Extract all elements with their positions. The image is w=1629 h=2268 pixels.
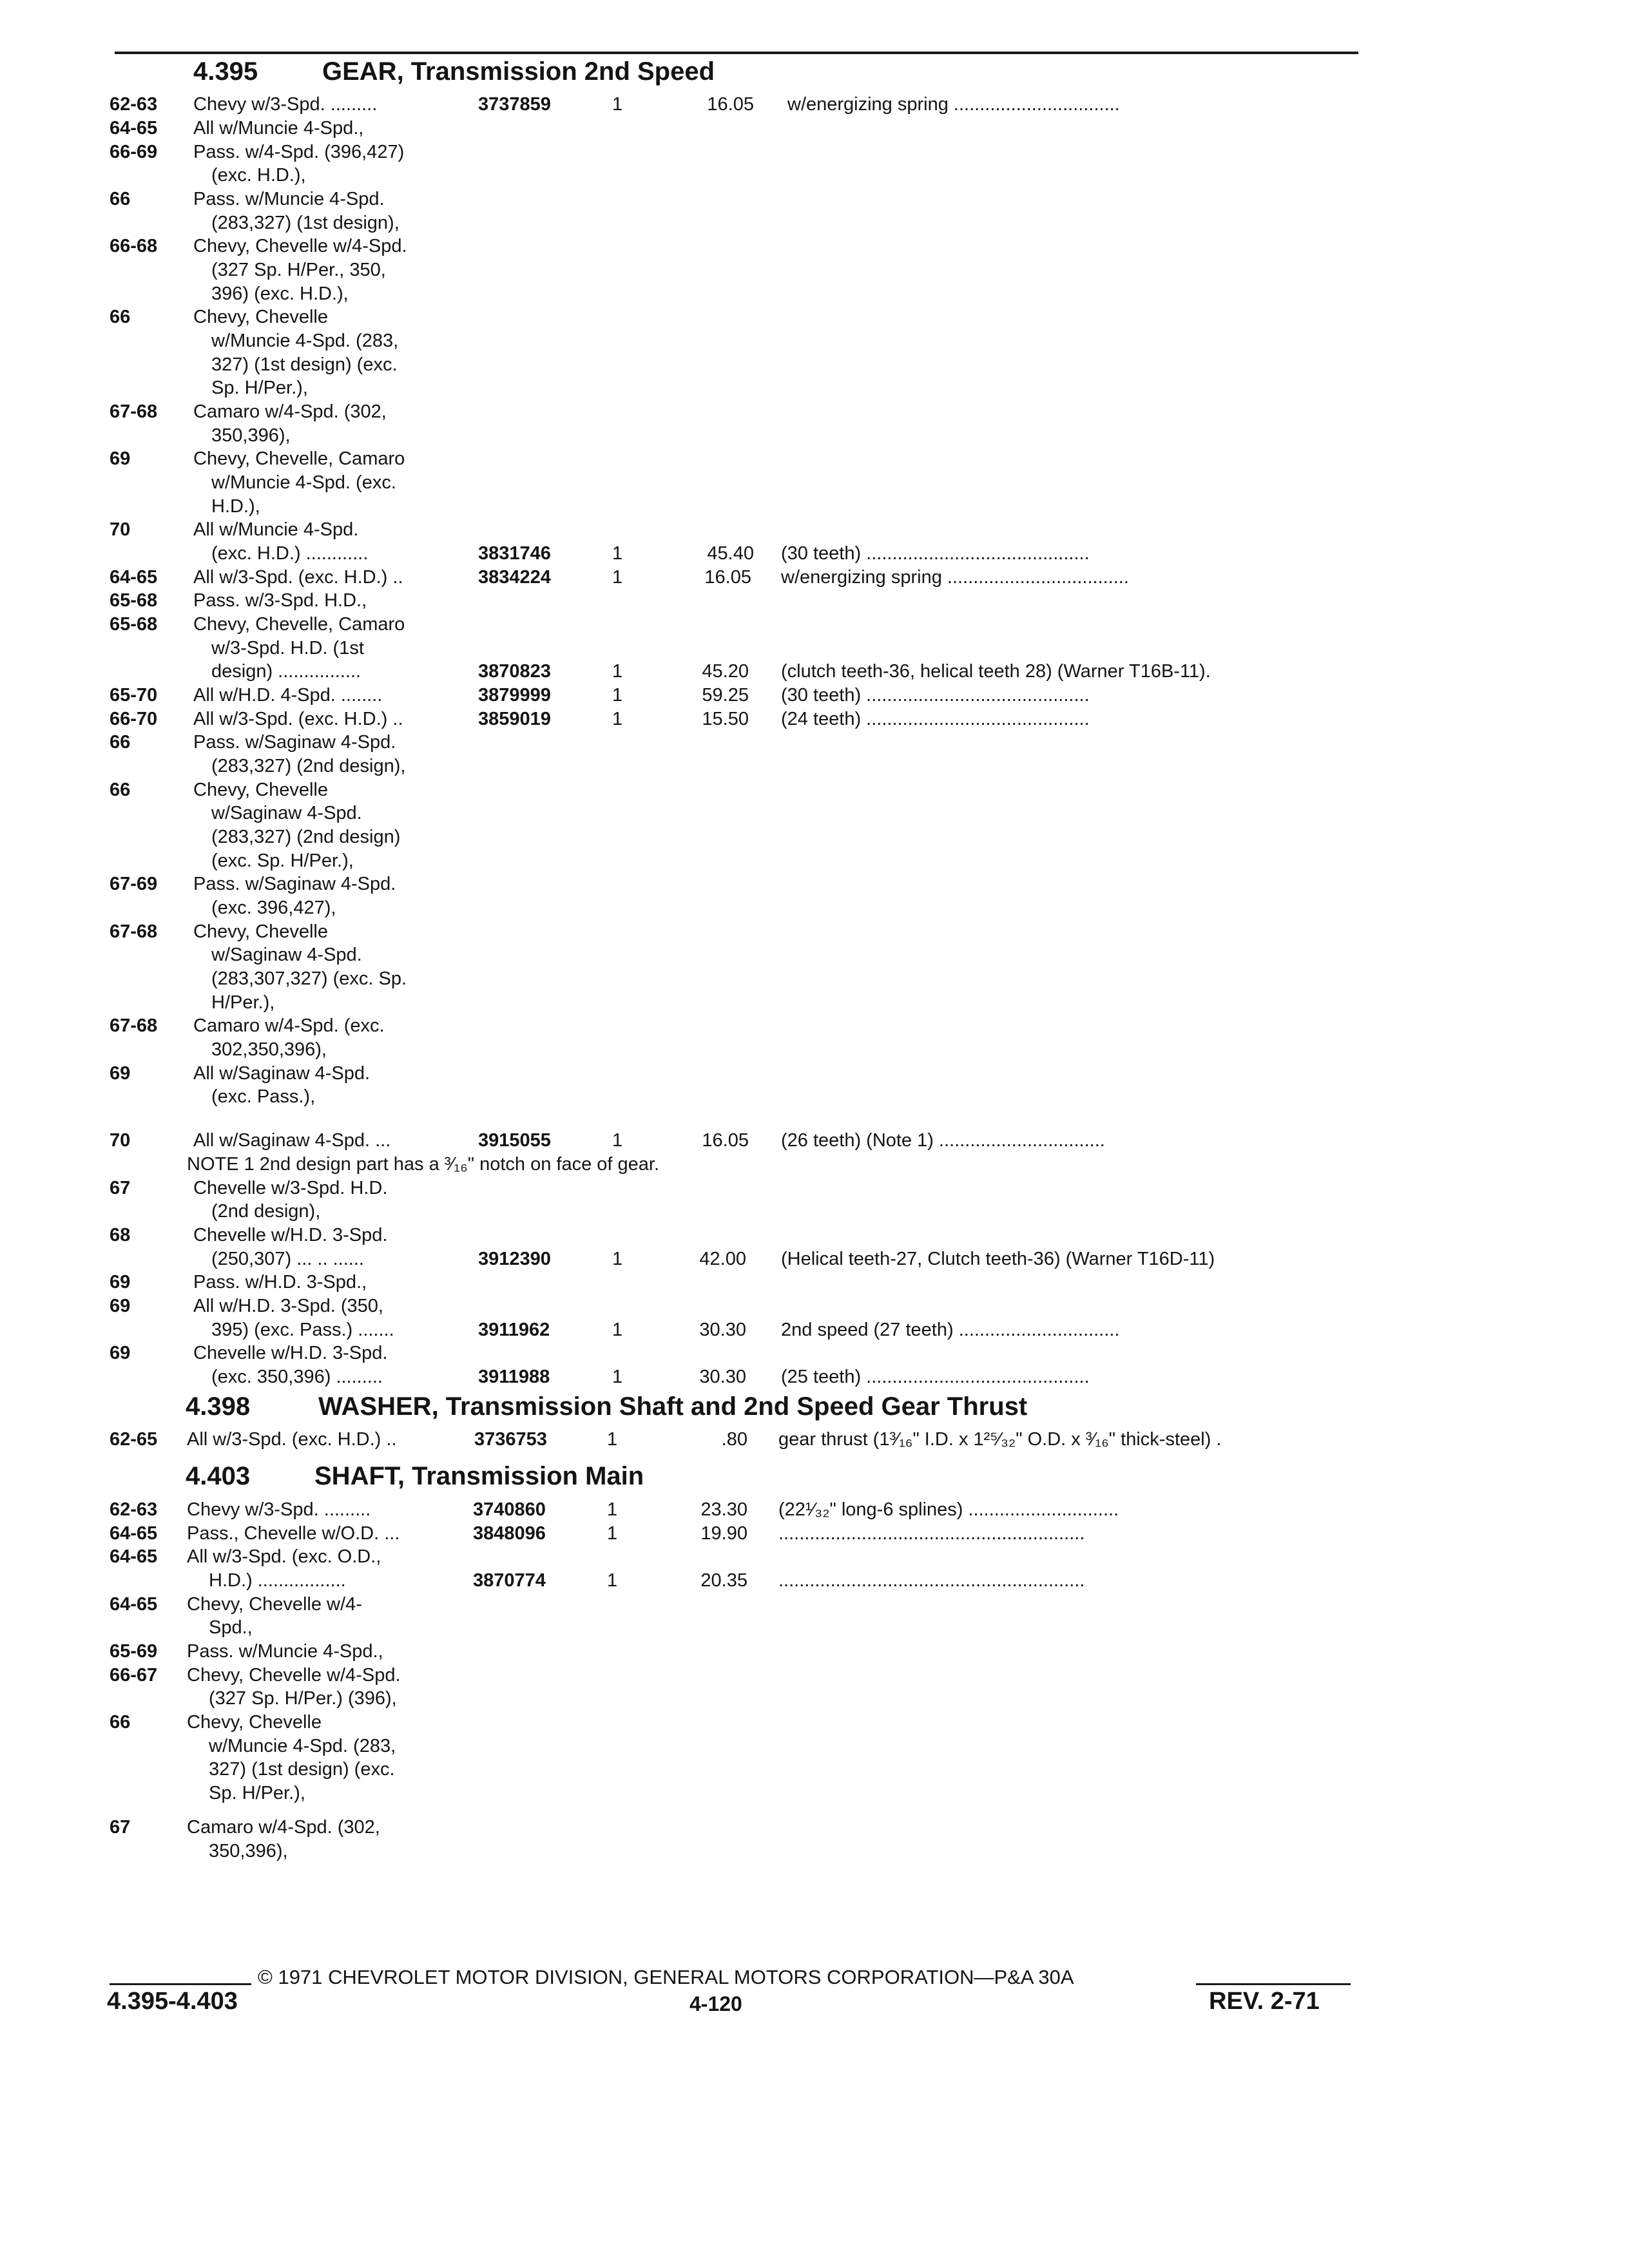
table-row: w/Muncie 4-Spd. (exc. [211,472,396,493]
table-row: 65-70 All w/H.D. 4-Spd. ........ 3879999 1 59.25 (30 teeth) ........................................... [110,685,1090,706]
table-row: 327) (1st design) (exc. [211,354,398,375]
section-title: SHAFT, Transmission Main [314,1462,644,1490]
table-row: w/Saginaw 4-Spd. [211,803,362,823]
table-row: (283,327) (2nd design) [211,827,401,847]
table-row: 68 Chevelle w/H.D. 3-Spd. [110,1225,388,1245]
table-row: 69 All w/H.D. 3-Spd. (350, [110,1296,383,1316]
table-row: 327) (1st design) (exc. [209,1759,395,1780]
table-row: 66 Chevy, Chevelle [110,780,329,800]
table-row: design) ................ 3870823 1 45.20 (clutch teeth-36, helical teeth 28) (Warner T16B-11). [211,661,1211,682]
table-row: 350,396), [209,1841,288,1861]
table-row: 350,396), [211,425,291,446]
table-row: 67-68 Camaro w/4-Spd. (exc. [110,1015,385,1036]
table-row: H.D.) ................. 3870774 1 20.35 ........................................................... [209,1570,1085,1591]
table-row: w/3-Spd. H.D. (1st [211,638,364,658]
table-row: (327 Sp. H/Per., 350, [211,260,386,280]
table-row: 67-69 Pass. w/Saginaw 4-Spd. [110,874,396,894]
footer-rule-right [1196,1983,1351,1985]
footer-rule-left [110,1983,251,1985]
table-row: 69 Chevy, Chevelle, Camaro [110,448,405,469]
table-row: 302,350,396), [211,1039,327,1060]
table-row: (exc. 396,427), [211,898,336,918]
section-title: GEAR, Transmission 2nd Speed [322,57,715,86]
section-4-395-header [193,57,715,86]
table-row: w/Muncie 4-Spd. (283, [209,1736,396,1756]
table-row: 64-65 Pass., Chevelle w/O.D. ... 3848096 1 19.90 ........................................................... [110,1523,1085,1544]
section-range: 4.395-4.403 [107,1988,238,2015]
table-row: (exc. H.D.), [211,165,306,186]
table-row: 67-68 Chevy, Chevelle [110,921,329,942]
table-row: 65-68 Pass. w/3-Spd. H.D., [110,590,367,611]
top-rule [115,52,1358,54]
note-1: NOTE 1 2nd design part has a ³⁄₁₆" notch on face of gear. [187,1154,660,1175]
table-row: 64-65 All w/3-Spd. (exc. O.D., [110,1546,381,1567]
table-row: 69 Chevelle w/H.D. 3-Spd. [110,1343,388,1363]
table-row: 66-67 Chevy, Chevelle w/4-Spd. [110,1665,401,1686]
table-row: 64-65 All w/Muncie 4-Spd., [110,118,364,139]
table-row: Sp. H/Per.), [211,378,308,398]
section-number: 4.395 [193,57,258,86]
table-row: Sp. H/Per.), [209,1783,305,1803]
copyright-line: © 1971 CHEVROLET MOTOR DIVISION, GENERAL MOTORS CORPORATION—P&A 30A [258,1966,1074,1988]
table-row: (2nd design), [211,1201,321,1222]
table-row: 66 Pass. w/Saginaw 4-Spd. [110,732,396,753]
table-row: 62-65 All w/3-Spd. (exc. H.D.) .. 3736753 1 .80 gear thrust (1³⁄₁₆" I.D. x 1²⁵⁄₃₂" O.D. x ³⁄₁₆" thick-steel) . [110,1429,1222,1450]
table-row: H.D.), [211,496,260,517]
table-row: 66 Chevy, Chevelle [110,1712,322,1733]
table-row: 67 Chevelle w/3-Spd. H.D. [110,1178,388,1198]
section-number: 4.398 [186,1392,251,1421]
table-row: 65-69 Pass. w/Muncie 4-Spd., [110,1641,383,1662]
section-number: 4.403 [186,1462,251,1490]
table-row: w/Muncie 4-Spd. (283, [211,331,399,351]
table-row: (exc. H.D.) ............ 3831746 1 45.40 (30 teeth) ........................................... [211,543,1090,564]
table-row: 66 Chevy, Chevelle [110,307,329,327]
table-row: (exc. Pass.), [211,1086,316,1107]
table-row: (250,307) ... .. ...... 3912390 1 42.00 (Helical teeth-27, Clutch teeth-36) (Warner T16D-11) [211,1249,1215,1269]
table-row: 64-65 All w/3-Spd. (exc. H.D.) .. 3834224 1 16.05 w/energizing spring ................................... [110,567,1129,588]
table-row: (327 Sp. H/Per.) (396), [209,1688,397,1709]
table-row: (283,327) (1st design), [211,213,400,233]
table-row: 396) (exc. H.D.), [211,284,349,304]
table-row: 70 All w/Saginaw 4-Spd. ... 3915055 1 16.05 (26 teeth) (Note 1) ................................ [110,1130,1105,1151]
table-row: 67-68 Camaro w/4-Spd. (302, [110,401,387,422]
table-row: 66-69 Pass. w/4-Spd. (396,427) [110,142,405,162]
table-row: 66-70 All w/3-Spd. (exc. H.D.) .. 3859019 1 15.50 (24 teeth) ........................................... [110,709,1090,729]
table-row: 70 All w/Muncie 4-Spd. [110,519,359,540]
table-row: w/Saginaw 4-Spd. [211,945,362,965]
table-row: Spd., [209,1617,253,1638]
table-row: (exc. 350,396) ......... 3911988 1 30.30 (25 teeth) ........................................... [211,1367,1090,1387]
table-row: (283,327) (2nd design), [211,756,406,776]
revision: REV. 2-71 [1209,1988,1320,2015]
table-row: 65-68 Chevy, Chevelle, Camaro [110,614,405,635]
table-row: 62-63 Chevy w/3-Spd. ......... 3737859 1 16.05 w/energizing spring ................................ [110,94,1120,115]
section-4-398-header [186,1392,1027,1421]
table-row: (283,307,327) (exc. Sp. [211,968,407,989]
table-row: 395) (exc. Pass.) ....... 3911962 1 30.30 2nd speed (27 teeth) ............................... [211,1320,1120,1340]
table-row: 62-63 Chevy w/3-Spd. ......... 3740860 1 23.30 (22¹⁄₃₂" long-6 splines) ............................. [110,1499,1119,1520]
table-row: 66-68 Chevy, Chevelle w/4-Spd. [110,236,407,256]
table-row: 69 Pass. w/H.D. 3-Spd., [110,1272,367,1293]
table-row: (exc. Sp. H/Per.), [211,850,354,871]
table-row: 64-65 Chevy, Chevelle w/4- [110,1594,362,1615]
section-title: WASHER, Transmission Shaft and 2nd Speed Gear Thrust [318,1392,1028,1421]
table-row: 66 Pass. w/Muncie 4-Spd. [110,189,385,209]
table-row: 69 All w/Saginaw 4-Spd. [110,1063,371,1084]
table-row: 67 Camaro w/4-Spd. (302, [110,1817,380,1838]
page-number: 4-120 [689,1992,742,2015]
table-row: H/Per.), [211,992,275,1013]
section-4-403-header [186,1461,644,1491]
